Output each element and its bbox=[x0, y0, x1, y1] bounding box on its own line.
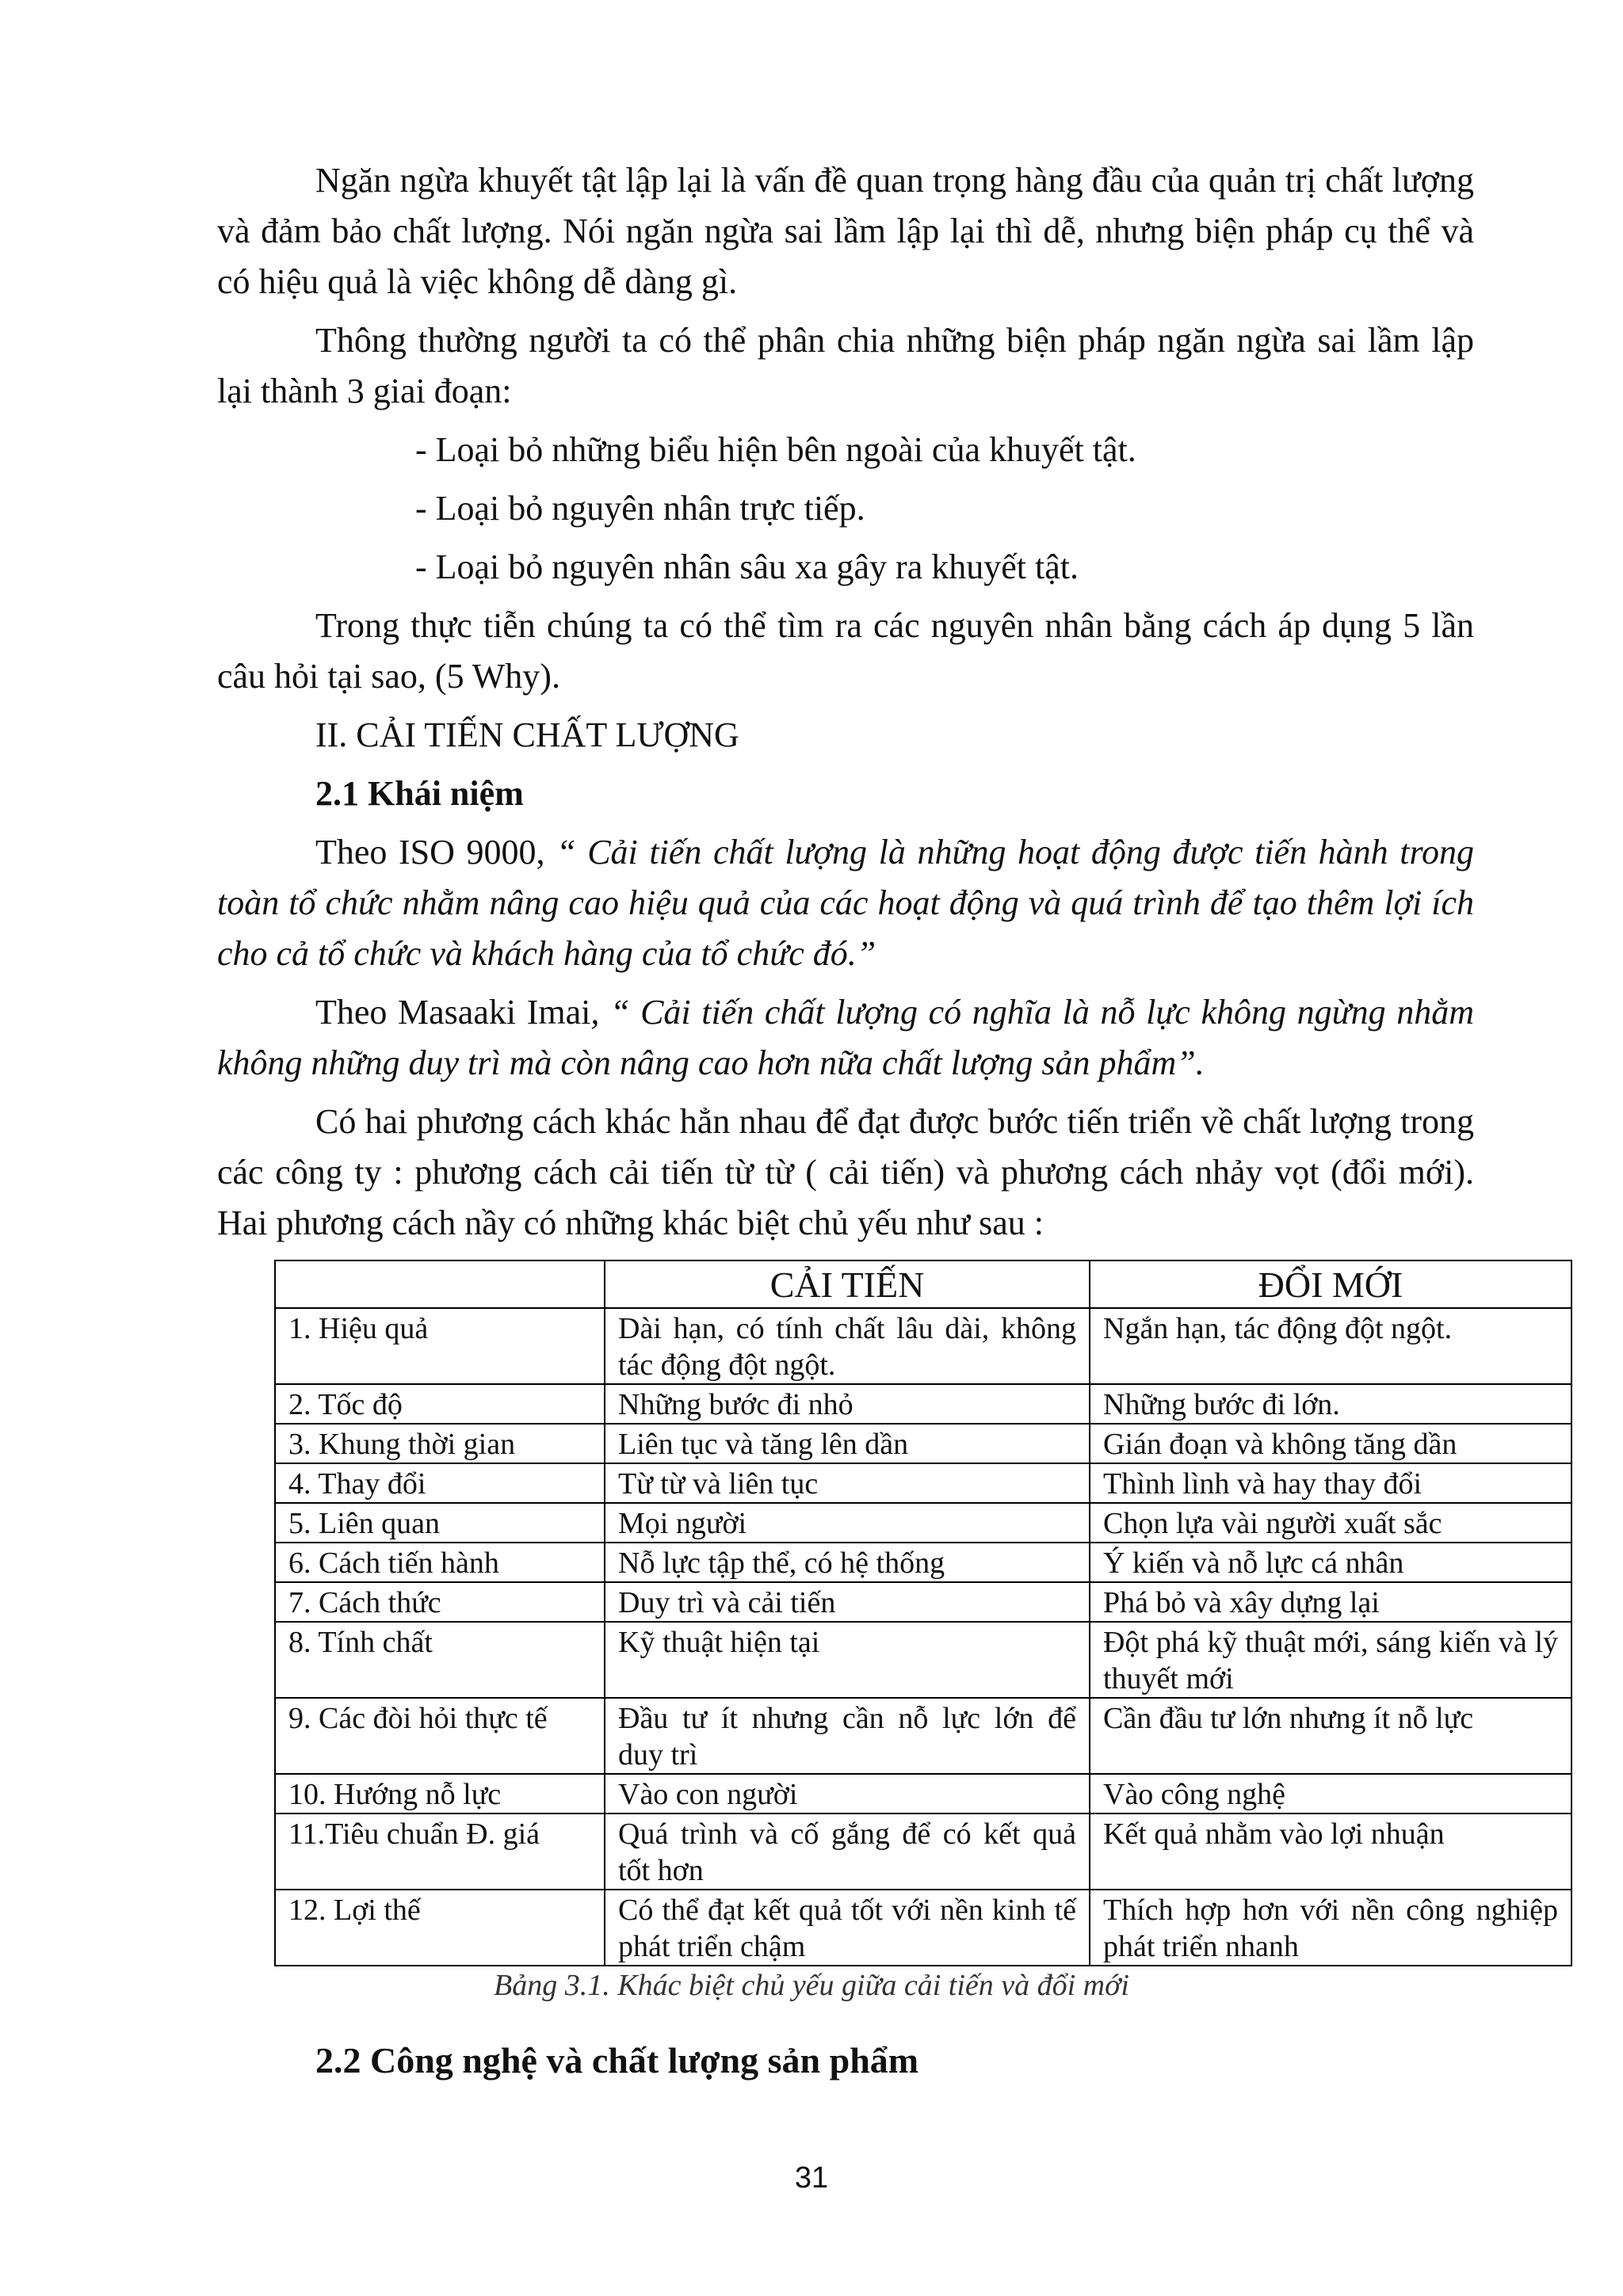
comparison-table bbox=[274, 1260, 1572, 1966]
table-row bbox=[275, 1308, 1571, 1384]
table-row bbox=[275, 1582, 1571, 1622]
table-cell: Chọn lựa vài người xuất sắc bbox=[1090, 1503, 1571, 1543]
paragraph-defect-prevention: Ngăn ngừa khuyết tật lập lại là vấn đề quan trọng hàng đầu của quản trị chất lượng và đảm bảo chất lượng. Nói ngăn ngừa sai lầm lập lại thì dễ, nhưng biện pháp cụ thể và có hiệu quả là việc không dễ dàng gì. bbox=[217, 161, 1474, 301]
paragraph-lead: Theo Masaaki Imai bbox=[315, 993, 591, 1032]
table-cell: 5. Liên quan bbox=[275, 1503, 605, 1543]
table-cell: Thình lình và hay thay đổi bbox=[1090, 1463, 1571, 1503]
table-row bbox=[275, 1814, 1571, 1890]
table-row bbox=[275, 1463, 1571, 1503]
table-row bbox=[275, 1698, 1571, 1774]
table-header-cell bbox=[275, 1261, 605, 1308]
table-caption: Bảng 3.1. Khác biệt chủ yếu giữa cải tiến và đổi mới bbox=[494, 1969, 1129, 2002]
table-cell: Gián đoạn và không tăng dần bbox=[1090, 1424, 1571, 1463]
paragraph-iso-definition bbox=[217, 827, 1474, 979]
table-cell: 11.Tiêu chuẩn Đ. giá bbox=[275, 1814, 605, 1890]
table-cell: Có thể đạt kết quả tốt với nền kinh tế phát triển chậm bbox=[605, 1890, 1090, 1966]
table-cell: 6. Cách tiến hành bbox=[275, 1543, 605, 1582]
table-cell: Những bước đi nhỏ bbox=[605, 1384, 1090, 1424]
table-cell: Kết quả nhằm vào lợi nhuận bbox=[1090, 1814, 1571, 1890]
list-item: - Loại bỏ nguyên nhân sâu xa gây ra khuyết tật. bbox=[415, 547, 1079, 586]
table-cell: Từ từ và liên tục bbox=[605, 1463, 1090, 1503]
table-cell: Những bước đi lớn. bbox=[1090, 1384, 1571, 1424]
table-body bbox=[275, 1308, 1571, 1966]
table-header-row bbox=[275, 1261, 1571, 1308]
table-cell: Duy trì và cải tiến bbox=[605, 1582, 1090, 1622]
table-row bbox=[275, 1503, 1571, 1543]
paragraph-two-approaches: Có hai phương cách khác hẳn nhau để đạt được bước tiến triển về chất lượng trong các công ty : phương cách cải tiến từ từ ( cải tiến) và phương cách nhảy vọt (đổi mới). Hai phương cách nầy có những khác biệt chủ yếu như sau : bbox=[217, 1102, 1474, 1242]
comparison-table-wrapper bbox=[274, 1260, 1571, 1966]
table-cell: 9. Các đòi hỏi thực tế bbox=[275, 1698, 605, 1774]
table-cell: Dài hạn, có tính chất lâu dài, không tác động đột ngột. bbox=[605, 1308, 1090, 1384]
table-cell: Vào con người bbox=[605, 1774, 1090, 1814]
table-cell: Thích hợp hơn với nền công nghiệp phát triển nhanh bbox=[1090, 1890, 1571, 1966]
paragraph-5-why: Trong thực tiễn chúng ta có thể tìm ra các nguyên nhân bằng cách áp dụng 5 lần câu hỏi tại sao, (5 Why). bbox=[217, 606, 1474, 696]
table-cell: Phá bỏ và xây dựng lại bbox=[1090, 1582, 1571, 1622]
table-cell: Ý kiến và nỗ lực cá nhân bbox=[1090, 1543, 1571, 1582]
table-cell: Liên tục và tăng lên dần bbox=[605, 1424, 1090, 1463]
table-row bbox=[275, 1774, 1571, 1814]
table-cell: 8. Tính chất bbox=[275, 1622, 605, 1698]
paragraph-three-stages: Thông thường người ta có thể phân chia những biện pháp ngăn ngừa sai lầm lập lại thành 3 giai đoạn: bbox=[217, 321, 1474, 410]
table-cell: Vào công nghệ bbox=[1090, 1774, 1571, 1814]
table-cell: Kỹ thuật hiện tại bbox=[605, 1622, 1090, 1698]
page-number: 31 bbox=[794, 2161, 829, 2195]
table-cell: 1. Hiệu quả bbox=[275, 1308, 605, 1384]
table-cell: Ngắn hạn, tác động đột ngột. bbox=[1090, 1308, 1571, 1384]
table-header-cell: ĐỔI MỚI bbox=[1090, 1261, 1571, 1308]
table-header-cell: CẢI TIẾN bbox=[605, 1261, 1090, 1308]
list-item: - Loại bỏ nguyên nhân trực tiếp. bbox=[415, 489, 865, 528]
table-row bbox=[275, 1890, 1571, 1966]
subsection-heading: 2.1 Khái niệm bbox=[315, 774, 524, 813]
table-cell: Đầu tư ít nhưng cần nỗ lực lớn để duy trì bbox=[605, 1698, 1090, 1774]
paragraph-lead: Theo ISO 9000, bbox=[315, 833, 557, 871]
table-row bbox=[275, 1424, 1571, 1463]
subsection-heading: 2.2 Công nghệ và chất lượng sản phẩm bbox=[315, 2040, 919, 2081]
table-cell: 10. Hướng nỗ lực bbox=[275, 1774, 605, 1814]
table-row bbox=[275, 1384, 1571, 1424]
table-cell: 7. Cách thức bbox=[275, 1582, 605, 1622]
table-cell: 12. Lợi thế bbox=[275, 1890, 605, 1966]
table-cell: Đột phá kỹ thuật mới, sáng kiến và lý thuyết mới bbox=[1090, 1622, 1571, 1698]
list-item: - Loại bỏ những biểu hiện bên ngoài của khuyết tật. bbox=[415, 430, 1136, 469]
quote-text: “ Cải tiến chất lượng là những hoạt động được tiến hành trong toàn tổ chức nhằm nâng cao hiệu quả của các hoạt động và quá trình để tạo thêm lợi ích cho cả tổ chức và khách hàng của tổ chức đó.” bbox=[217, 833, 1474, 973]
table-cell: 2. Tốc độ bbox=[275, 1384, 605, 1424]
table-cell: Quá trình và cố gắng để có kết quả tốt hơn bbox=[605, 1814, 1090, 1890]
table-row bbox=[275, 1543, 1571, 1582]
table-cell: Nỗ lực tập thể, có hệ thống bbox=[605, 1543, 1090, 1582]
table-row bbox=[275, 1622, 1571, 1698]
table-cell: Mọi người bbox=[605, 1503, 1090, 1543]
body-text bbox=[217, 155, 1474, 1257]
paragraph-imai-definition bbox=[217, 987, 1474, 1089]
quote-text: , “ Cải tiến chất lượng có nghĩa là nỗ lực không ngừng nhằm không những duy trì mà còn nâng cao hơn nữa chất lượng sản phẩm”. bbox=[217, 993, 1474, 1082]
table-cell: 4. Thay đổi bbox=[275, 1463, 605, 1503]
table-cell: Cần đầu tư lớn nhưng ít nỗ lực bbox=[1090, 1698, 1571, 1774]
table-cell: 3. Khung thời gian bbox=[275, 1424, 605, 1463]
section-heading: II. CẢI TIẾN CHẤT LƯỢNG bbox=[315, 715, 739, 754]
